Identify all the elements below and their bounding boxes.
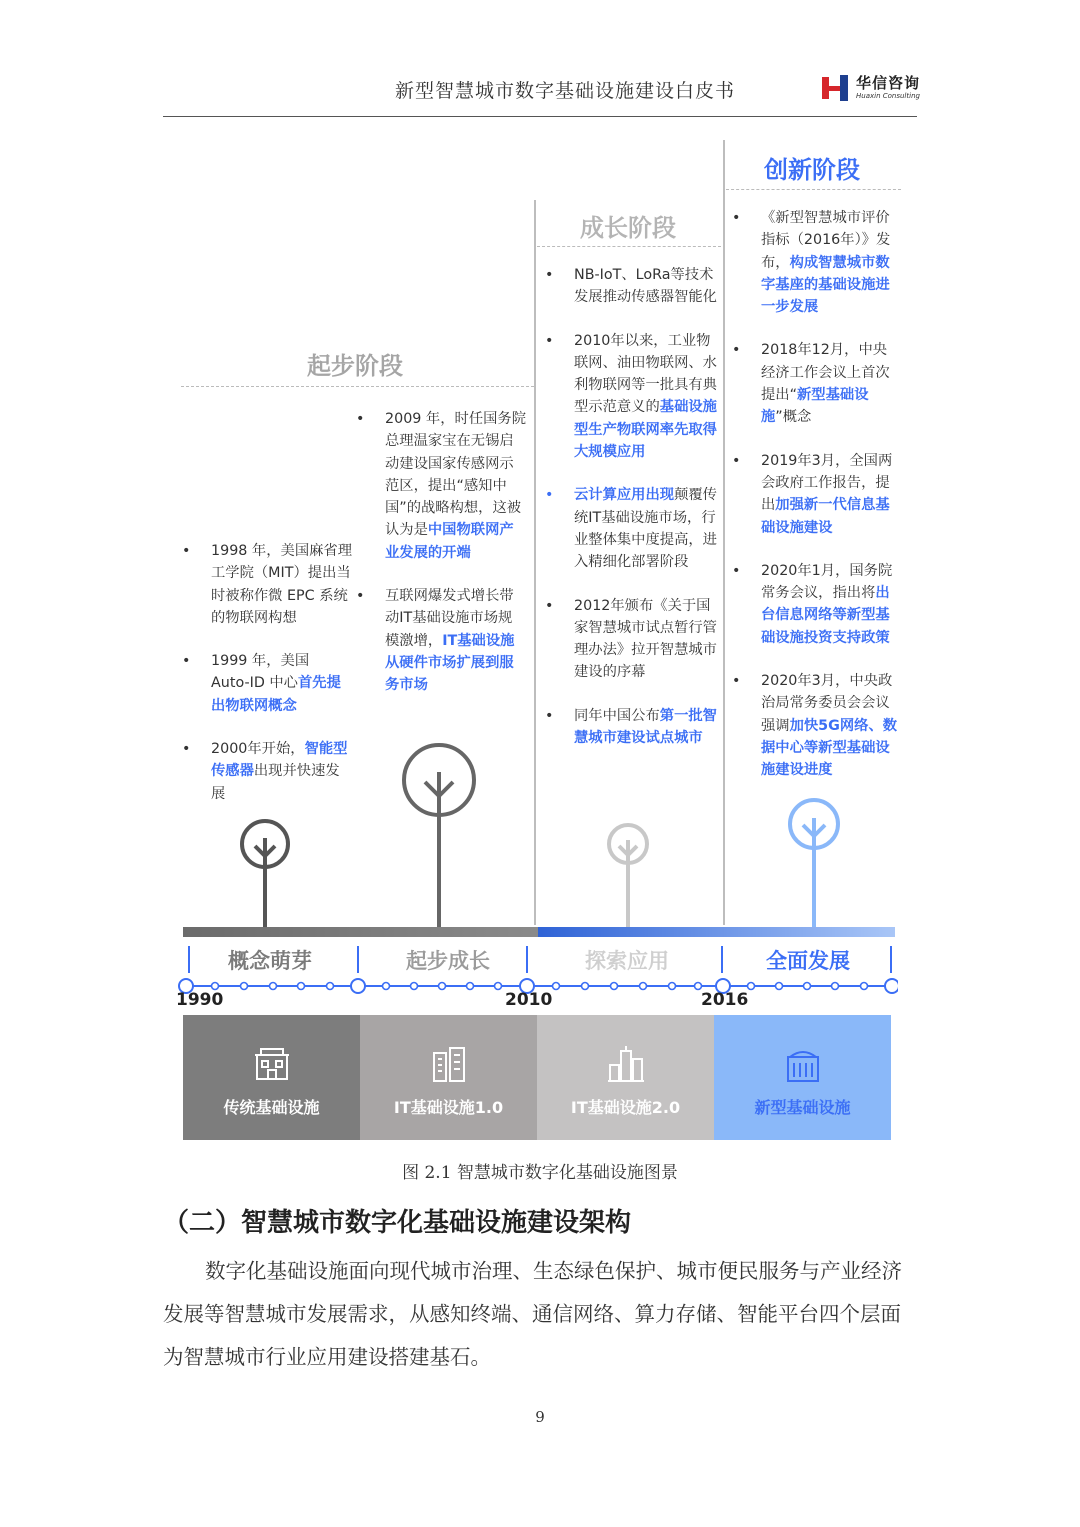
event-item: • NB-IoT、LoRa等技术发展推动传感器智能化 [545,264,717,309]
box-label: 传统基础设施 [223,1098,320,1117]
section-heading: （二）智慧城市数字化基础设施建设架构 [163,1208,632,1238]
events-column-1 [182,540,352,826]
huaxin-logo [820,71,920,107]
building-icon [253,1045,291,1083]
box-label: 新型基础设施 [754,1098,851,1117]
phase-tick [721,946,723,973]
document-title: 新型智慧城市数字基础设施建设白皮书 [395,80,736,102]
event-item: • 互联网爆发式增长带动IT基础设施市场规模激增，IT基础设施从硬件市场扩展到服务市场 [356,585,526,696]
logo-mark-icon [820,73,852,103]
stage-title-start: 起步阶段 [307,352,403,380]
header-rule [163,116,917,117]
phase-tick [357,946,359,973]
event-item: • 2019年3月，全国两会政府工作报告，提出加强新一代信息基础设施建设 [732,450,900,539]
timeline-bar-blue [538,927,895,937]
stage-divider-innovation [726,189,901,190]
phase-label: 全面发展 [766,949,850,973]
event-item: • 1998 年，美国麻省理工学院（MIT）提出当时被称作微 EPC 系统的物联网构想 [182,540,352,629]
logo-text-en: Huaxin Consulting [856,92,920,100]
event-item: • 2000年开始，智能型传感器出现并快速发展 [182,738,352,805]
stage-title-growth: 成长阶段 [580,214,676,242]
phase-tick [526,946,528,973]
city-skyline-icon [607,1045,645,1083]
infra-box-new [714,1015,891,1140]
event-item: • 2020年1月，国务院常务会议，指出将出台信息网络等新型基础设施投资支持政策 [732,560,900,649]
body-paragraph: 数字化基础设施面向现代城市治理、生态绿色保护、城市便民服务与产业经济发展等智慧城市发展需求，从感知终端、通信网络、算力存储、智能平台四个层面为智慧城市行业应用建设搭建基石。 [163,1259,902,1369]
year-label: 1990 [176,990,224,1010]
event-item: • 2020年3月，中央政治局常务委员会会议强调加快5G网络、数据中心等新型基础设施建设进度 [732,670,900,781]
event-item: • 2009 年，时任国务院总理温家宝在无锡启动建设国家传感网示范区，提出“感知中国”的战略构想，这被认为是中国物联网产业发展的开端 [356,408,526,564]
figure-caption: 图 2.1 智慧城市数字化基础设施图景 [402,1163,678,1183]
phase-label: 概念萌芽 [228,949,312,973]
event-item: • 《新型智慧城市评价指标（2016年）》发布，构成智慧城市数字基座的基础设施进一步发展 [732,207,900,318]
faded-tree-icon [603,822,653,930]
stage-title-innovation: 创新阶段 [764,156,860,184]
phase-tick [890,946,892,973]
infra-box-traditional [183,1015,360,1140]
event-item: • 同年中国公布第一批智慧城市建设试点城市 [545,705,717,750]
infra-box-it1 [360,1015,537,1140]
box-label: IT基础设施1.0 [393,1098,504,1117]
event-item: • 2010年以来，工业物联网、油田物联网、水利物联网等一批具有典型示范意义的基础设施型生产物联网率先取得大规模应用 [545,330,717,464]
events-column-3 [545,264,717,770]
year-label: 2010 [505,990,553,1010]
modern-building-icon [784,1045,822,1083]
timeline-bar-gray [183,927,538,937]
logo-text-cn: 华信咨询 [856,74,921,92]
phase-label: 起步成长 [406,949,490,973]
small-tree-icon [233,818,297,930]
phase-tick [188,946,190,973]
infra-box-it2 [537,1015,714,1140]
events-column-2 [356,408,526,718]
large-tree-icon [397,742,481,930]
events-column-4 [732,207,900,803]
box-label: IT基础设施2.0 [570,1098,681,1117]
column-separator [723,140,725,925]
phase-label: 探索应用 [585,949,669,973]
blue-tree-icon [782,798,846,930]
office-buildings-icon [430,1045,468,1083]
event-item: • 2018年12月，中央经济工作会议上首次提出“新型基础设施”概念 [732,339,900,428]
event-item: • 云计算应用出现颠覆传统IT基础设施市场，行业整体集中度提高，进入精细化部署阶段 [545,484,717,573]
event-item: • 2012年颁布《关于国家智慧城市试点暂行管理办法》拉开智慧城市建设的序幕 [545,595,717,684]
year-label: 2016 [701,990,749,1010]
page-number: 9 [535,1408,545,1426]
column-separator [534,200,536,925]
stage-divider-start [181,386,534,387]
stage-divider-growth [537,246,721,247]
event-item: • 1999 年，美国 Auto-ID 中心首先提出物联网概念 [182,650,352,717]
